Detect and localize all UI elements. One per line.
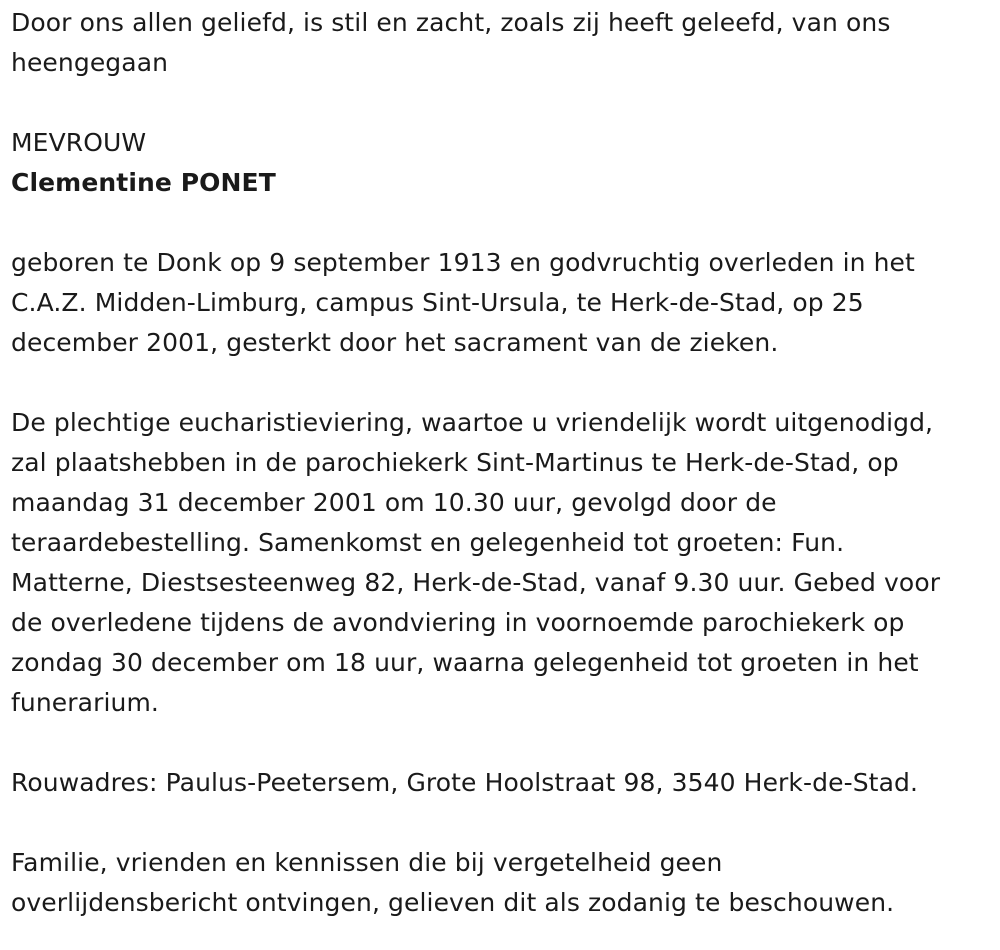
notice-paragraph <box>11 843 993 923</box>
birth-death-line: december 2001, gesterkt door het sacrament van de zieken. <box>11 328 779 357</box>
notice-line: Familie, vrienden en kennissen die bij vergetelheid geen <box>11 848 723 877</box>
ceremony-line: zal plaatshebben in de parochiekerk Sint-Martinus te Herk-de-Stad, op <box>11 448 899 477</box>
ceremony-line: zondag 30 december om 18 uur, waarna gelegenheid tot groeten in het <box>11 648 919 677</box>
birth-death-paragraph <box>11 243 993 363</box>
mourning-address <box>11 763 993 803</box>
ceremony-line: De plechtige eucharistieviering, waartoe u vriendelijk wordt uitgenodigd, <box>11 408 934 437</box>
intro-line: Door ons allen geliefd, is stil en zacht, zoals zij heeft geleefd, van ons <box>11 8 891 37</box>
intro-paragraph <box>11 3 993 83</box>
obituary-document <box>11 3 993 923</box>
intro-line: heengegaan <box>11 48 169 77</box>
address-line: Rouwadres: Paulus-Peetersem, Grote Hoolstraat 98, 3540 Herk-de-Stad. <box>11 768 919 797</box>
ceremony-line: teraardebestelling. Samenkomst en gelegenheid tot groeten: Fun. <box>11 528 845 557</box>
ceremony-paragraph <box>11 403 993 723</box>
ceremony-line: Matterne, Diestsesteenweg 82, Herk-de-Stad, vanaf 9.30 uur. Gebed voor <box>11 568 941 597</box>
ceremony-line: maandag 31 december 2001 om 10.30 uur, gevolgd door de <box>11 488 777 517</box>
ceremony-line: funerarium. <box>11 688 159 717</box>
ceremony-line: de overledene tijdens de avondviering in voornoemde parochiekerk op <box>11 608 905 637</box>
deceased-name: Clementine PONET <box>11 168 276 197</box>
birth-death-line: C.A.Z. Midden-Limburg, campus Sint-Ursula, te Herk-de-Stad, op 25 <box>11 288 864 317</box>
honorific-title: MEVROUW <box>11 128 147 157</box>
notice-line: overlijdensbericht ontvingen, gelieven dit als zodanig te beschouwen. <box>11 888 895 917</box>
birth-death-line: geboren te Donk op 9 september 1913 en godvruchtig overleden in het <box>11 248 915 277</box>
